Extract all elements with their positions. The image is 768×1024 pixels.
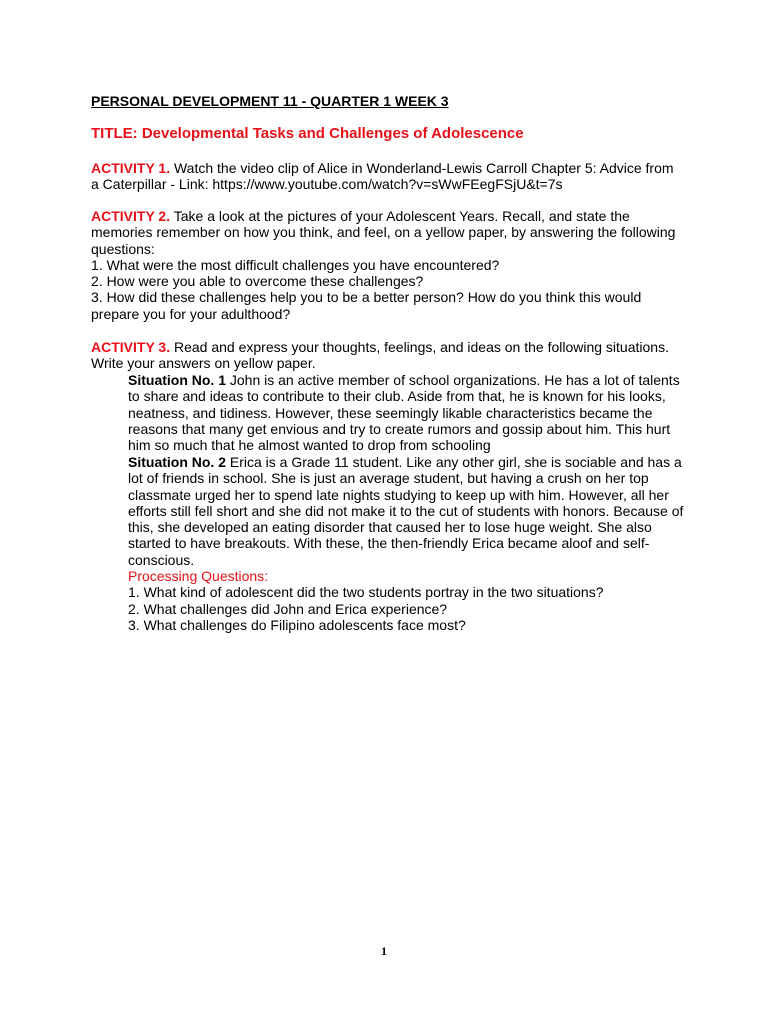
document-title: TITLE: Developmental Tasks and Challenges of Adolescence (91, 125, 524, 142)
activity-3-label: ACTIVITY 3. (91, 339, 171, 355)
processing-questions-label: Processing Questions: (128, 568, 269, 584)
processing-question: 3. What challenges do Filipino adolescents face most? (128, 616, 466, 633)
activity-2-line: prepare you for your adulthood? (91, 305, 291, 322)
situation-2-line: efforts still fell short and she did not make it to the cut of students with honors. Because of (128, 502, 684, 519)
processing-question: 1. What kind of adolescent did the two students portray in the two situations? (128, 584, 604, 601)
activity-1-line: Watch the video clip of Alice in Wonderland-Lewis Carroll Chapter 5: Advice from (170, 160, 674, 176)
activity-2-label: ACTIVITY 2. (91, 208, 171, 224)
activity-2 (91, 208, 691, 322)
situation-2 (128, 454, 688, 568)
activity-2-line: Take a look at the pictures of your Adolescent Years. Recall, and state the (170, 208, 630, 224)
processing-question: 2. What challenges did John and Erica experience? (128, 600, 448, 617)
situation-2-line: classmate urged her to spend late nights studying to keep up with him. However, all her (128, 486, 669, 503)
activity-2-line: memories remember on how you think, and feel, on a yellow paper, by answering the following (91, 224, 676, 241)
activity-1 (91, 160, 691, 193)
page-number: 1 (381, 944, 387, 958)
processing-questions (128, 568, 688, 633)
situation-1-line: neatness, and tidiness. However, these seemingly likable characteristics became the (128, 404, 653, 421)
situation-2-line: this, she developed an eating disorder that caused her to lose huge weight. She also (128, 519, 652, 536)
situation-1-line: him so much that he almost wanted to drop from schooling (128, 437, 491, 454)
situation-2-line: lot of friends in school. She is just an average student, but having a crush on her top (128, 470, 649, 487)
situation-2-label: Situation No. 2 (128, 454, 226, 470)
situation-1-line: to share and ideas to contribute to their club. Aside from that, he is known for his looks, (128, 388, 666, 405)
activity-3 (91, 339, 691, 372)
activity-2-question: 1. What were the most difficult challenges you have encountered? (91, 256, 500, 273)
situation-2-line: conscious. (128, 551, 195, 568)
activity-2-line: questions: (91, 240, 155, 257)
situation-2-line: Erica is a Grade 11 student. Like any other girl, she is sociable and has a (226, 454, 682, 470)
activity-1-line: a Caterpillar - Link: https://www.youtube.com/watch?v=sWwFEegFSjU&t=7s (91, 176, 563, 193)
situation-1 (128, 372, 688, 453)
activity-3-line: Write your answers on yellow paper. (91, 355, 316, 372)
situation-1-line: reasons that many get envious and try to create rumors and gossip about him. This hurt (128, 420, 671, 437)
activity-1-label: ACTIVITY 1. (91, 160, 171, 176)
activity-2-question: 2. How were you able to overcome these challenges? (91, 273, 424, 290)
document-header: PERSONAL DEVELOPMENT 11 - QUARTER 1 WEEK 3 (91, 93, 449, 109)
activity-2-question: 3. How did these challenges help you to be a better person? How do you think this would (91, 289, 642, 306)
situation-1-line: John is an active member of school organizations. He has a lot of talents (226, 372, 680, 388)
activity-3-line: Read and express your thoughts, feelings, and ideas on the following situations. (170, 339, 669, 355)
situation-2-line: started to have breakouts. With these, the then-friendly Erica became aloof and self- (128, 535, 650, 552)
situation-1-label: Situation No. 1 (128, 372, 226, 388)
